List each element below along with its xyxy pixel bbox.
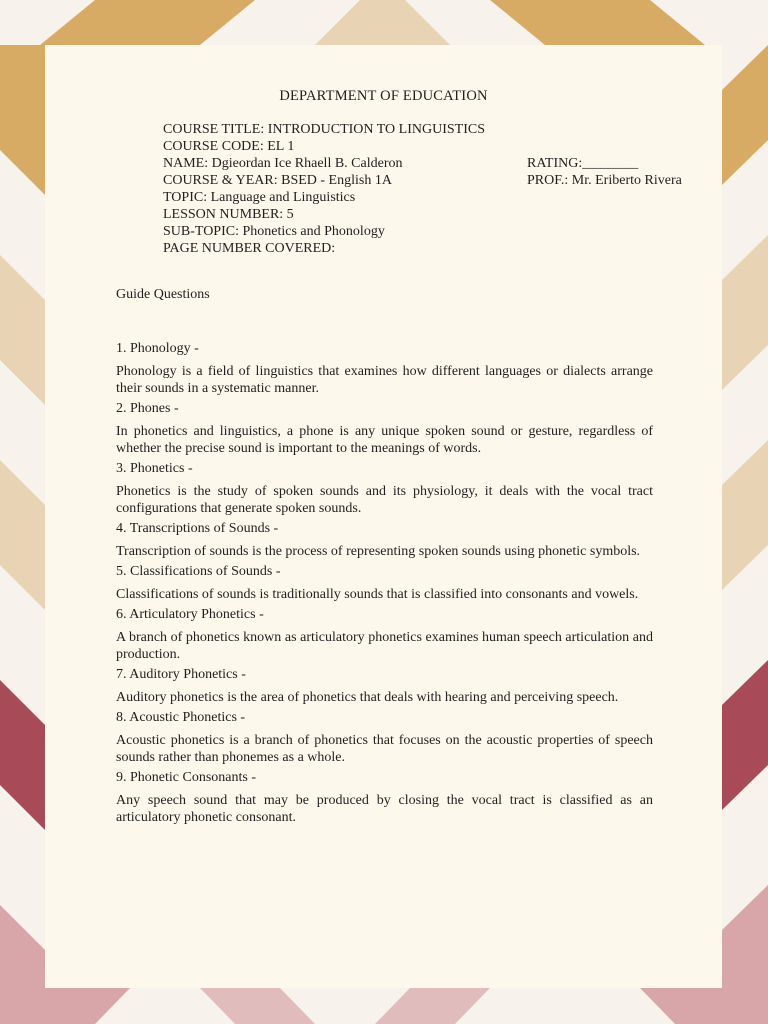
question: 4. Transcriptions of Sounds - — [116, 521, 279, 536]
left-stripe-tan-1 — [0, 255, 45, 405]
question: 8. Acoustic Phonetics - — [116, 710, 246, 725]
qa-item — [116, 709, 653, 766]
right-stripe-tan-1 — [722, 235, 768, 390]
answer: Phonetics is the study of spoken sounds and its physiology, it deals with the vocal tract configurations that generate spoken sounds. — [116, 484, 653, 516]
answer: A branch of phonetics known as articulatory phonetics examines human speech articulation and production. — [116, 630, 653, 662]
course-info — [163, 121, 682, 257]
lesson-number: LESSON NUMBER: 5 — [163, 207, 294, 222]
bottom-stripe-pink-left — [0, 988, 130, 1024]
professor: PROF.: Mr. Eriberto Rivera — [527, 173, 682, 188]
left-stripe-pink — [0, 905, 45, 988]
answer: In phonetics and linguistics, a phone is any unique spoken sound or gesture, regardless of whether the precise sound is important to the meanings of words. — [116, 424, 653, 456]
qa-item — [116, 520, 653, 560]
right-stripe-red — [722, 660, 768, 810]
course-year: COURSE & YEAR: BSED - English 1A — [163, 173, 392, 188]
right-stripe-gold — [722, 45, 768, 185]
question: 1. Phonology - — [116, 341, 199, 356]
page-number-covered: PAGE NUMBER COVERED: — [163, 241, 336, 256]
right-stripe-tan-2 — [722, 440, 768, 590]
bottom-stripe-pink-mid-right — [375, 988, 490, 1024]
department-heading: DEPARTMENT OF EDUCATION — [279, 88, 488, 104]
question: 6. Articulatory Phonetics - — [116, 607, 264, 622]
sub-topic: SUB-TOPIC: Phonetics and Phonology — [163, 224, 385, 239]
document-page — [45, 45, 722, 988]
answer: Acoustic phonetics is a branch of phonetics that focuses on the acoustic properties of speech sounds rather than phonemes as a whole. — [116, 733, 653, 765]
answer: Transcription of sounds is the process of representing spoken sounds using phonetic symbols. — [116, 544, 641, 559]
qa-item — [116, 400, 653, 457]
guide-section — [116, 286, 653, 829]
question: 9. Phonetic Consonants - — [116, 770, 256, 785]
qa-item — [116, 460, 653, 517]
course-code: COURSE CODE: EL 1 — [163, 139, 295, 154]
answer: Phonology is a field of linguistics that examines how different languages or dialects arrange their sounds in a systematic manner. — [116, 364, 653, 396]
left-stripe-gold — [0, 45, 45, 195]
bottom-stripe-pink-right — [640, 988, 768, 1024]
question: 2. Phones - — [116, 401, 179, 416]
answer: Classifications of sounds is traditionally sounds that is classified into consonants and vowels. — [116, 587, 639, 602]
course-prof-row — [163, 172, 682, 189]
left-stripe-tan-2 — [0, 460, 45, 610]
rating: RATING:________ — [527, 156, 639, 171]
qa-item — [116, 769, 653, 826]
left-stripe-red — [0, 680, 45, 830]
course-title: COURSE TITLE: INTRODUCTION TO LINGUISTICS — [163, 122, 485, 137]
top-stripe-gold-right — [490, 0, 705, 45]
name-rating-row — [163, 155, 653, 172]
bottom-stripe-pink-mid-left — [200, 988, 315, 1024]
student-name: NAME: Dgieordan Ice Rhaell B. Calderon — [163, 156, 403, 171]
topic: TOPIC: Language and Linguistics — [163, 190, 356, 205]
top-stripe-tan — [315, 0, 450, 45]
qa-item — [116, 666, 653, 706]
question: 5. Classifications of Sounds - — [116, 564, 281, 579]
answer: Any speech sound that may be produced by closing the vocal tract is classified as an articulatory phonetic consonant. — [116, 793, 653, 825]
guide-title: Guide Questions — [116, 287, 210, 302]
right-stripe-pink — [722, 885, 768, 988]
answer: Auditory phonetics is the area of phonetics that deals with hearing and perceiving speech. — [116, 690, 619, 705]
qa-item — [116, 563, 653, 603]
qa-item — [116, 340, 653, 397]
qa-item — [116, 606, 653, 663]
top-stripe-gold-left — [40, 0, 255, 45]
question: 7. Auditory Phonetics - — [116, 667, 246, 682]
question: 3. Phonetics - — [116, 461, 193, 476]
